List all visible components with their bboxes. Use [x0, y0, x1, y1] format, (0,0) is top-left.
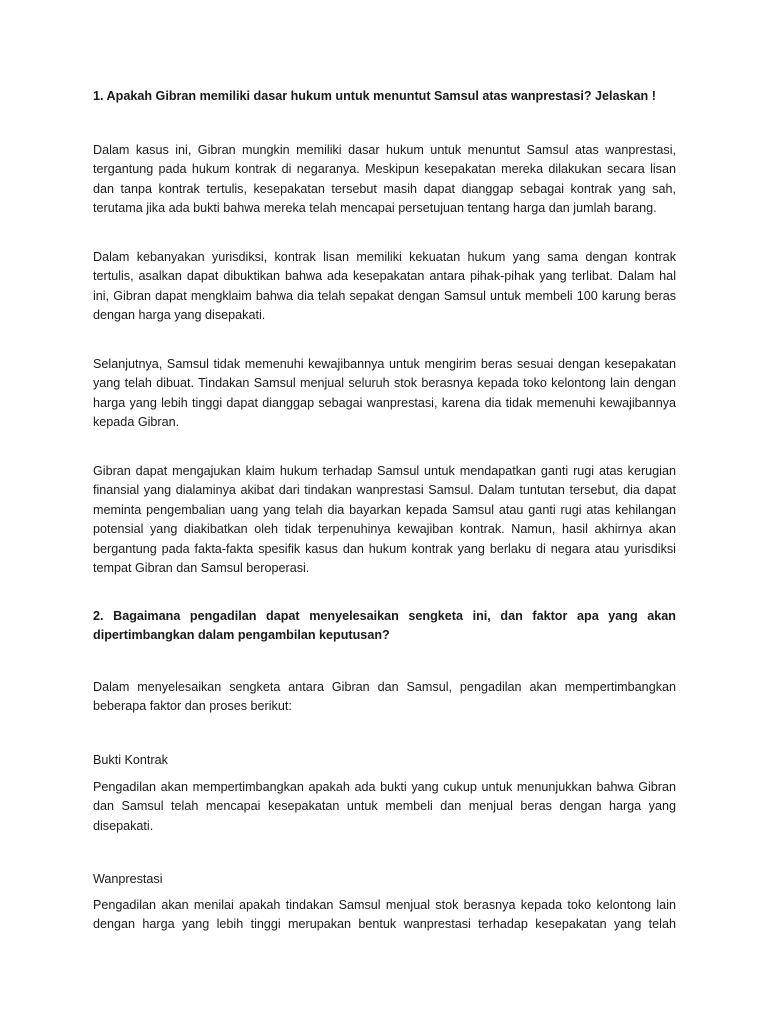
section-heading-wanprestasi: Wanprestasi	[93, 872, 163, 886]
question-1-title: 1. Apakah Gibran memiliki dasar hukum untuk menuntut Samsul atas wanprestasi? Jelaskan !	[93, 89, 656, 103]
q1-paragraph-3: Selanjutnya, Samsul tidak memenuhi kewajibannya untuk mengirim beras sesuai dengan kesepakatan yang telah dibuat. Tindakan Samsul menjual seluruh stok berasnya kepada toko kelontong lain dengan harga yang lebih tinggi dapat dianggap sebagai wanprestasi, karena dia tidak memenuhi kewajibannya kepada Gibran.	[93, 357, 676, 430]
q1-paragraph-1: Dalam kasus ini, Gibran mungkin memiliki dasar hukum untuk menuntut Samsul atas wanprestasi, tergantung pada hukum kontrak di negaranya. Meskipun kesepakatan mereka dilakukan secara lisan dan tanpa kontrak tertulis, kesepakatan tersebut masih dapat dianggap sebagai kontrak yang sah, terutama jika ada bukti bahwa mereka telah mencapai persetujuan tentang harga dan jumlah barang.	[93, 143, 676, 216]
question-2-title	[93, 607, 676, 646]
question-2-text: Bagaimana pengadilan dapat menyelesaikan sengketa ini, dan faktor apa yang akan dipertimbangkan dalam pengambilan keputusan?	[93, 609, 677, 643]
section-text-bukti-kontrak: Pengadilan akan mempertimbangkan apakah ada bukti yang cukup untuk menunjukkan bahwa Gibran dan Samsul telah mencapai kesepakatan untuk membeli dan menjual beras dengan harga yang disepakati.	[93, 780, 676, 833]
q1-paragraph-2: Dalam kebanyakan yurisdiksi, kontrak lisan memiliki kekuatan hukum yang sama dengan kontrak tertulis, asalkan dapat dibuktikan bahwa ada kesepakatan antara pihak-pihak yang terlibat. Dalam hal ini, Gibran dapat mengklaim bahwa dia telah sepakat dengan Samsul untuk membeli 100 karung beras dengan harga yang disepakati.	[93, 250, 676, 323]
section-heading-bukti-kontrak: Bukti Kontrak	[93, 753, 168, 767]
question-2-number: 2.	[93, 609, 104, 623]
q1-paragraph-4: Gibran dapat mengajukan klaim hukum terhadap Samsul untuk mendapatkan ganti rugi atas kerugian finansial yang dialaminya akibat dari tindakan wanprestasi Samsul. Dalam tuntutan tersebut, dia dapat meminta pengembalian uang yang telah dia bayarkan kepada Samsul atau ganti rugi atas kehilangan potensial yang diakibatkan oleh tidak terpenuhinya kewajiban kontrak. Namun, hasil akhirnya akan bergantung pada fakta-fakta spesifik kasus dan hukum kontrak yang berlaku di negara atau yurisdiksi tempat Gibran dan Samsul beroperasi.	[93, 464, 676, 576]
section-text-wanprestasi: Pengadilan akan menilai apakah tindakan Samsul menjual stok berasnya kepada toko kelontong lain dengan harga yang lebih tinggi merupakan bentuk wanprestasi terhadap kesepakatan yang telah	[93, 898, 676, 932]
q2-intro: Dalam menyelesaikan sengketa antara Gibran dan Samsul, pengadilan akan mempertimbangkan beberapa faktor dan proses berikut:	[93, 680, 676, 714]
